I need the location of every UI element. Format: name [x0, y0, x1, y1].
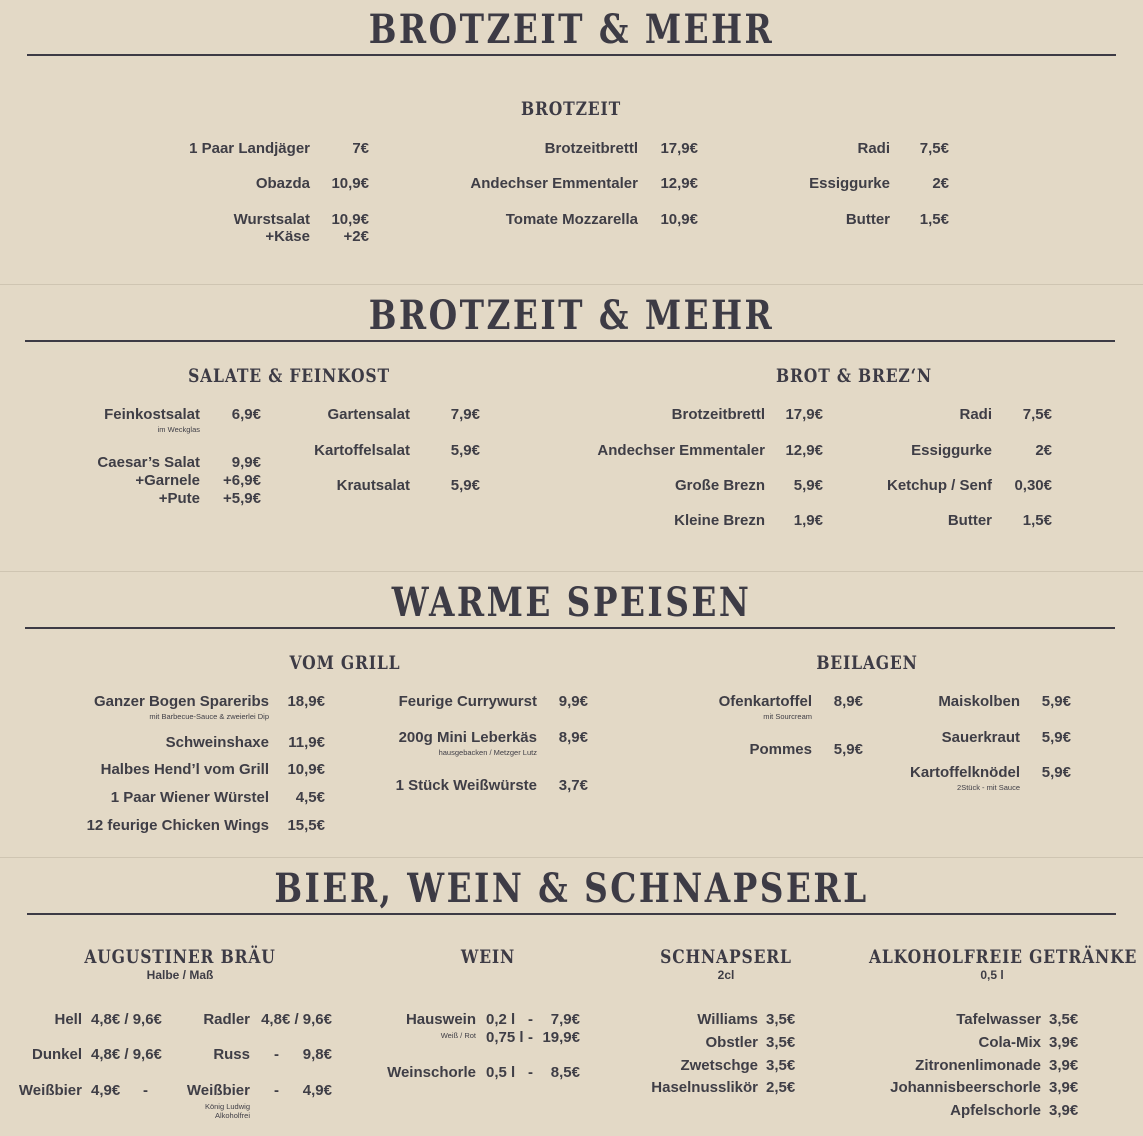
- drink-price: 4,9€: [302, 1082, 332, 1099]
- drink-name: Williams: [697, 1011, 758, 1028]
- menu-item-name: Radi: [959, 406, 992, 423]
- menu-item-price: 1,9€: [793, 512, 823, 529]
- drink-dash: -: [143, 1082, 148, 1099]
- drink-price: 3,9€: [1049, 1079, 1079, 1096]
- menu-item-note: hausgebacken / Metzger Lutz: [438, 748, 537, 757]
- menu-item-price: 12,9€: [785, 442, 823, 459]
- menu-item-name: Obazda: [255, 175, 310, 192]
- menu-item-name: Tomate Mozzarella: [505, 211, 638, 228]
- menu-item-name: Kartoffelsalat: [314, 442, 410, 459]
- drink-price: 3,5€: [766, 1011, 796, 1028]
- drink-name: Weißbier: [18, 1082, 82, 1099]
- menu-item-name: 12 feurige Chicken Wings: [86, 817, 269, 834]
- menu-item-name: Caesar’s Salat: [97, 454, 200, 471]
- menu-item-price: 2€: [932, 175, 949, 192]
- menu-item-price: 7€: [352, 140, 369, 157]
- subsection-title: VOM GRILL: [289, 652, 401, 674]
- menu-item-name: Kleine Brezn: [674, 512, 765, 529]
- menu-item-name: Brotzeitbrettl: [544, 140, 638, 157]
- drink-price: 3,5€: [766, 1034, 796, 1051]
- menu-item-name: 1 Stück Weißwürste: [395, 777, 537, 794]
- title-underline: [25, 340, 1115, 342]
- drink-dash: -: [528, 1011, 533, 1028]
- drink-price: 3,5€: [766, 1057, 796, 1074]
- subsection-title: BROT & BREZ‘N: [776, 365, 932, 387]
- menu-item-name: Ketchup / Senf: [886, 477, 992, 494]
- drink-name: Dunkel: [31, 1046, 82, 1063]
- subsection-title: BEILAGEN: [816, 652, 918, 674]
- drink-note: König Ludwig: [204, 1102, 250, 1111]
- subsection-title: SCHNAPSERL: [660, 946, 792, 968]
- menu-item-price: 2€: [1035, 442, 1052, 459]
- menu-item-name: Butter: [845, 211, 890, 228]
- menu-item-name: Maiskolben: [938, 693, 1020, 710]
- drink-dash: -: [528, 1064, 533, 1081]
- menu-item-note: mit Barbecue-Sauce & zweierlei Dip: [149, 712, 269, 721]
- menu-item-price: 5,9€: [450, 477, 480, 494]
- menu-item-name: Halbes Hend’l vom Grill: [100, 761, 269, 778]
- menu-item-price: 18,9€: [287, 693, 325, 710]
- section-title: BIER, WEIN & SCHNAPSERL: [274, 865, 869, 912]
- menu-item-price: 11,9€: [288, 734, 325, 751]
- menu-item-name: Andechser Emmentaler: [597, 442, 765, 459]
- drink-price: 19,9€: [542, 1029, 580, 1046]
- drink-name: Weinschorle: [387, 1064, 476, 1081]
- menu-item-price: 5,9€: [1041, 729, 1071, 746]
- menu-item-name: Brotzeitbrettl: [671, 406, 765, 423]
- menu-item-price: 12,9€: [660, 175, 698, 192]
- drink-note: Alkoholfrei: [214, 1111, 250, 1120]
- section-title: BROTZEIT & MEHR: [368, 6, 775, 53]
- menu-item-name: Wurstsalat: [233, 211, 310, 228]
- menu-item-name: Butter: [947, 512, 992, 529]
- menu-item-price: 10,9€: [287, 761, 325, 778]
- drink-name: Radler: [203, 1011, 250, 1028]
- menu-item-price: 3,7€: [558, 777, 588, 794]
- drink-size: 0,75 l: [486, 1029, 524, 1046]
- menu-item-extra: +Garnele: [135, 472, 200, 489]
- menu-item-note: mit Sourcream: [763, 712, 812, 721]
- drink-price: 3,9€: [1049, 1057, 1079, 1074]
- menu-item-extra-price: +2€: [343, 228, 369, 245]
- menu-item-note: im Weckglas: [157, 425, 200, 434]
- menu-item-name: Ofenkartoffel: [718, 693, 812, 710]
- title-underline: [27, 54, 1116, 56]
- menu-item-name: Schweinshaxe: [165, 734, 269, 751]
- drink-price: 4,8€ / 9,6€: [261, 1011, 332, 1028]
- drink-size: 0,5 l: [486, 1064, 516, 1081]
- menu-item-price: 0,30€: [1014, 477, 1052, 494]
- menu-item-name: Essiggurke: [911, 442, 992, 459]
- drink-dash: -: [274, 1046, 279, 1063]
- drink-price: 4,9€: [91, 1082, 121, 1099]
- drink-price: 3,5€: [1049, 1011, 1079, 1028]
- menu-item-name: Ganzer Bogen Spareribs: [93, 693, 269, 710]
- menu-item-name: Krautsalat: [336, 477, 410, 494]
- title-underline: [25, 627, 1115, 629]
- menu-item-extra-price: +6,9€: [223, 472, 261, 489]
- section-title: BROTZEIT & MEHR: [368, 292, 775, 339]
- menu-item-extra: +Pute: [158, 490, 200, 507]
- menu-item-price: 9,9€: [558, 693, 588, 710]
- menu-item-name: 200g Mini Leberkäs: [398, 729, 537, 746]
- menu-item-price: 7,5€: [919, 140, 949, 157]
- menu-item-name: Feinkostsalat: [104, 406, 200, 423]
- drink-price: 9,8€: [302, 1046, 332, 1063]
- drink-name: Johannisbeerschorle: [890, 1079, 1041, 1096]
- menu-item-price: 10,9€: [331, 211, 369, 228]
- menu-item-name: Große Brezn: [674, 477, 765, 494]
- drink-name: Haselnusslikör: [651, 1079, 758, 1096]
- drink-name: Apfelschorle: [950, 1102, 1041, 1119]
- menu-item-name: Kartoffelknödel: [909, 764, 1020, 781]
- subsection-note: Halbe / Maß: [146, 968, 214, 982]
- subsection-title: WEIN: [460, 946, 516, 968]
- drink-name: Tafelwasser: [956, 1011, 1041, 1028]
- menu-item-price: 15,5€: [287, 817, 325, 834]
- drink-name: Weißbier: [186, 1082, 250, 1099]
- menu-item-name: Pommes: [749, 741, 812, 758]
- menu-item-price: 1,5€: [1022, 512, 1052, 529]
- drink-name: Zwetschge: [680, 1057, 758, 1074]
- drink-dash: -: [528, 1029, 533, 1046]
- menu-item-price: 17,9€: [660, 140, 698, 157]
- menu-item-name: 1 Paar Wiener Würstel: [110, 789, 269, 806]
- section-title: WARME SPEISEN: [391, 579, 752, 626]
- drink-name: Obstler: [705, 1034, 758, 1051]
- menu-item-price: 5,9€: [450, 442, 480, 459]
- menu-item-name: Feurige Currywurst: [398, 693, 537, 710]
- menu-item-price: 10,9€: [660, 211, 698, 228]
- drink-price: 2,5€: [766, 1079, 796, 1096]
- drink-price: 4,8€ / 9,6€: [91, 1046, 162, 1063]
- menu-item-price: 4,5€: [295, 789, 325, 806]
- drink-price: 4,8€ / 9,6€: [91, 1011, 162, 1028]
- subsection-title: ALKOHOLFREIE GETRÄNKE: [869, 946, 1138, 968]
- menu-item-price: 17,9€: [785, 406, 823, 423]
- menu-item-price: 8,9€: [558, 729, 588, 746]
- drink-note: Weiß / Rot: [440, 1031, 476, 1040]
- drink-name: Cola-Mix: [978, 1034, 1041, 1051]
- menu-item-name: Gartensalat: [327, 406, 410, 423]
- menu-item-note: 2Stück - mit Sauce: [957, 783, 1020, 792]
- drink-name: Hell: [54, 1011, 82, 1028]
- menu-item-name: Sauerkraut: [941, 729, 1020, 746]
- menu-item-price: 5,9€: [833, 741, 863, 758]
- menu-item-price: 9,9€: [231, 454, 261, 471]
- menu-item-price: 1,5€: [919, 211, 949, 228]
- menu-item-name: Radi: [857, 140, 890, 157]
- drink-name: Russ: [213, 1046, 250, 1063]
- drink-name: Zitronenlimonade: [915, 1057, 1041, 1074]
- drink-price: 8,5€: [550, 1064, 580, 1081]
- subsection-note: 0,5 l: [980, 968, 1004, 982]
- menu-item-price: 5,9€: [1041, 693, 1071, 710]
- subsection-title: BROTZEIT: [521, 98, 621, 120]
- menu-item-price: 10,9€: [331, 175, 369, 192]
- drink-dash: -: [274, 1082, 279, 1099]
- menu-item-price: 5,9€: [793, 477, 823, 494]
- drink-price: 3,9€: [1049, 1034, 1079, 1051]
- menu-item-price: 7,5€: [1022, 406, 1052, 423]
- subsection-title: AUGUSTINER BRÄU: [84, 946, 276, 968]
- menu-item-name: Essiggurke: [809, 175, 890, 192]
- menu-item-name: 1 Paar Landjäger: [189, 140, 310, 157]
- subsection-note: 2cl: [717, 968, 735, 982]
- menu-item-extra-price: +5,9€: [223, 490, 261, 507]
- menu-item-price: 6,9€: [231, 406, 261, 423]
- drink-size: 0,2 l: [486, 1011, 516, 1028]
- drink-price: 7,9€: [550, 1011, 580, 1028]
- menu-item-extra: +Käse: [265, 228, 310, 245]
- drink-name: Hauswein: [405, 1011, 476, 1028]
- drink-price: 3,9€: [1049, 1102, 1079, 1119]
- title-underline: [27, 913, 1116, 915]
- menu-item-price: 8,9€: [833, 693, 863, 710]
- subsection-title: SALATE & FEINKOST: [188, 365, 390, 387]
- menu-item-name: Andechser Emmentaler: [470, 175, 638, 192]
- menu-item-price: 5,9€: [1041, 764, 1071, 781]
- menu-item-price: 7,9€: [450, 406, 480, 423]
